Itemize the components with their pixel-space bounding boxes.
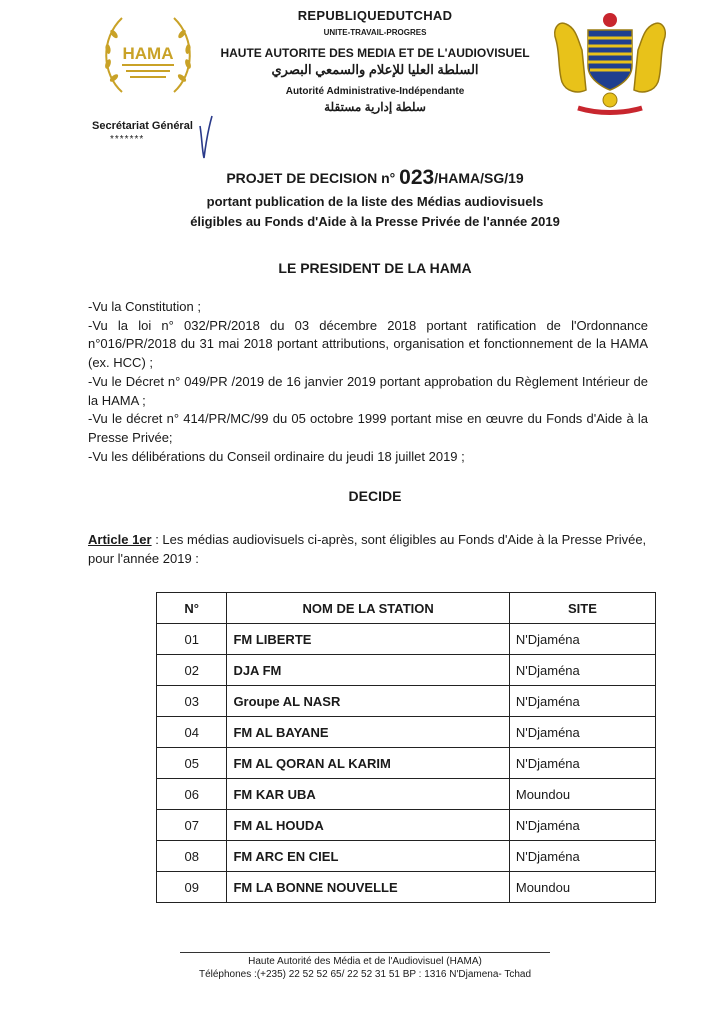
- handwritten-signature: [196, 112, 216, 162]
- reference-item: -Vu le décret n° 414/PR/MC/99 du 05 octobre 1999 portant mise en œuvre du Fonds d'Aide à la Presse Privée;: [88, 411, 648, 445]
- article-1-label: Article 1er: [88, 532, 152, 547]
- chad-coat-of-arms: [548, 10, 672, 118]
- column-header-site: SITE: [509, 593, 655, 624]
- president-heading: LE PRESIDENT DE LA HAMA: [278, 260, 472, 276]
- reference-item: -Vu les délibérations du Conseil ordinaire du jeudi 18 juillet 2019 ;: [88, 448, 465, 464]
- stations-table: [156, 592, 656, 903]
- table-header-row: [157, 593, 656, 624]
- authority-name: HAUTE AUTORITE DES MEDIA ET DE L'AUDIOVISUEL: [220, 46, 530, 60]
- table-row: 03 Groupe AL NASR N'Djaména: [157, 686, 656, 717]
- column-header-number: N°: [157, 593, 227, 624]
- table-row: 08 FM ARC EN CIEL N'Djaména: [157, 841, 656, 872]
- table-row: 04 FM AL BAYANE N'Djaména: [157, 717, 656, 748]
- decision-subject-line2: éligibles au Fonds d'Aide à la Presse Privée de l'année 2019: [190, 214, 560, 229]
- svg-text:HAMA: HAMA: [122, 44, 174, 63]
- decide-heading: DECIDE: [348, 488, 402, 504]
- national-motto: UNITE-TRAVAIL-PROGRES: [323, 28, 427, 37]
- decision-number: 023: [399, 166, 435, 189]
- secretariat-stars: *******: [110, 134, 145, 145]
- table-row: 02 DJA FM N'Djaména: [157, 655, 656, 686]
- table-row: 01 FM LIBERTE N'Djaména: [157, 624, 656, 655]
- article-1: [88, 530, 648, 568]
- table-row: 07 FM AL HOUDA N'Djaména: [157, 810, 656, 841]
- legal-references: [88, 298, 648, 466]
- table-row: 09 FM LA BONNE NOUVELLE Moundou: [157, 872, 656, 903]
- secretariat-label: Secrétariat Général: [92, 120, 193, 132]
- authority-status: Autorité Administrative-Indépendante: [285, 86, 465, 97]
- republic-title: REPUBLIQUEDUTCHAD: [297, 8, 453, 23]
- decision-title: PROJET DE DECISION n° 023/HAMA/SG/19: [226, 166, 524, 189]
- reference-item: -Vu le Décret n° 049/PR /2019 de 16 janvier 2019 portant approbation du Règlement Intérieur de la HAMA ;: [88, 373, 648, 408]
- table-row: 05 FM AL QORAN AL KARIM N'Djaména: [157, 748, 656, 779]
- authority-name-arabic: السلطة العليا للإعلام والسمعي البصري: [271, 62, 479, 77]
- footer-contact: Téléphones :(+235) 22 52 52 65/ 22 52 31 51 BP : 1316 N'Djamena- Tchad: [198, 969, 532, 980]
- authority-status-arabic: سلطة إدارية مستقلة: [324, 100, 426, 114]
- column-header-station: NOM DE LA STATION: [227, 593, 509, 624]
- reference-item: -Vu la loi n° 032/PR/2018 du 03 décembre 2018 portant ratification de l'Ordonnance n°016/PR/2018 du 31 mai 2018 portant attributions, organisation et fonctionnement de la HAMA (ex. HCC) ;: [88, 317, 648, 371]
- article-1-text: : Les médias audiovisuels ci-après, sont éligibles au Fonds d'Aide à la Presse Privée, pour l'année 2019 :: [88, 532, 647, 566]
- footer-divider: [180, 952, 550, 953]
- reference-item: -Vu la Constitution ;: [88, 299, 201, 314]
- decision-subject-line1: portant publication de la liste des Médias audiovisuels: [206, 194, 544, 209]
- hama-logo: [92, 4, 204, 104]
- table-row: 06 FM KAR UBA Moundou: [157, 779, 656, 810]
- footer-organization: Haute Autorité des Média et de l'Audiovisuel (HAMA): [248, 956, 482, 967]
